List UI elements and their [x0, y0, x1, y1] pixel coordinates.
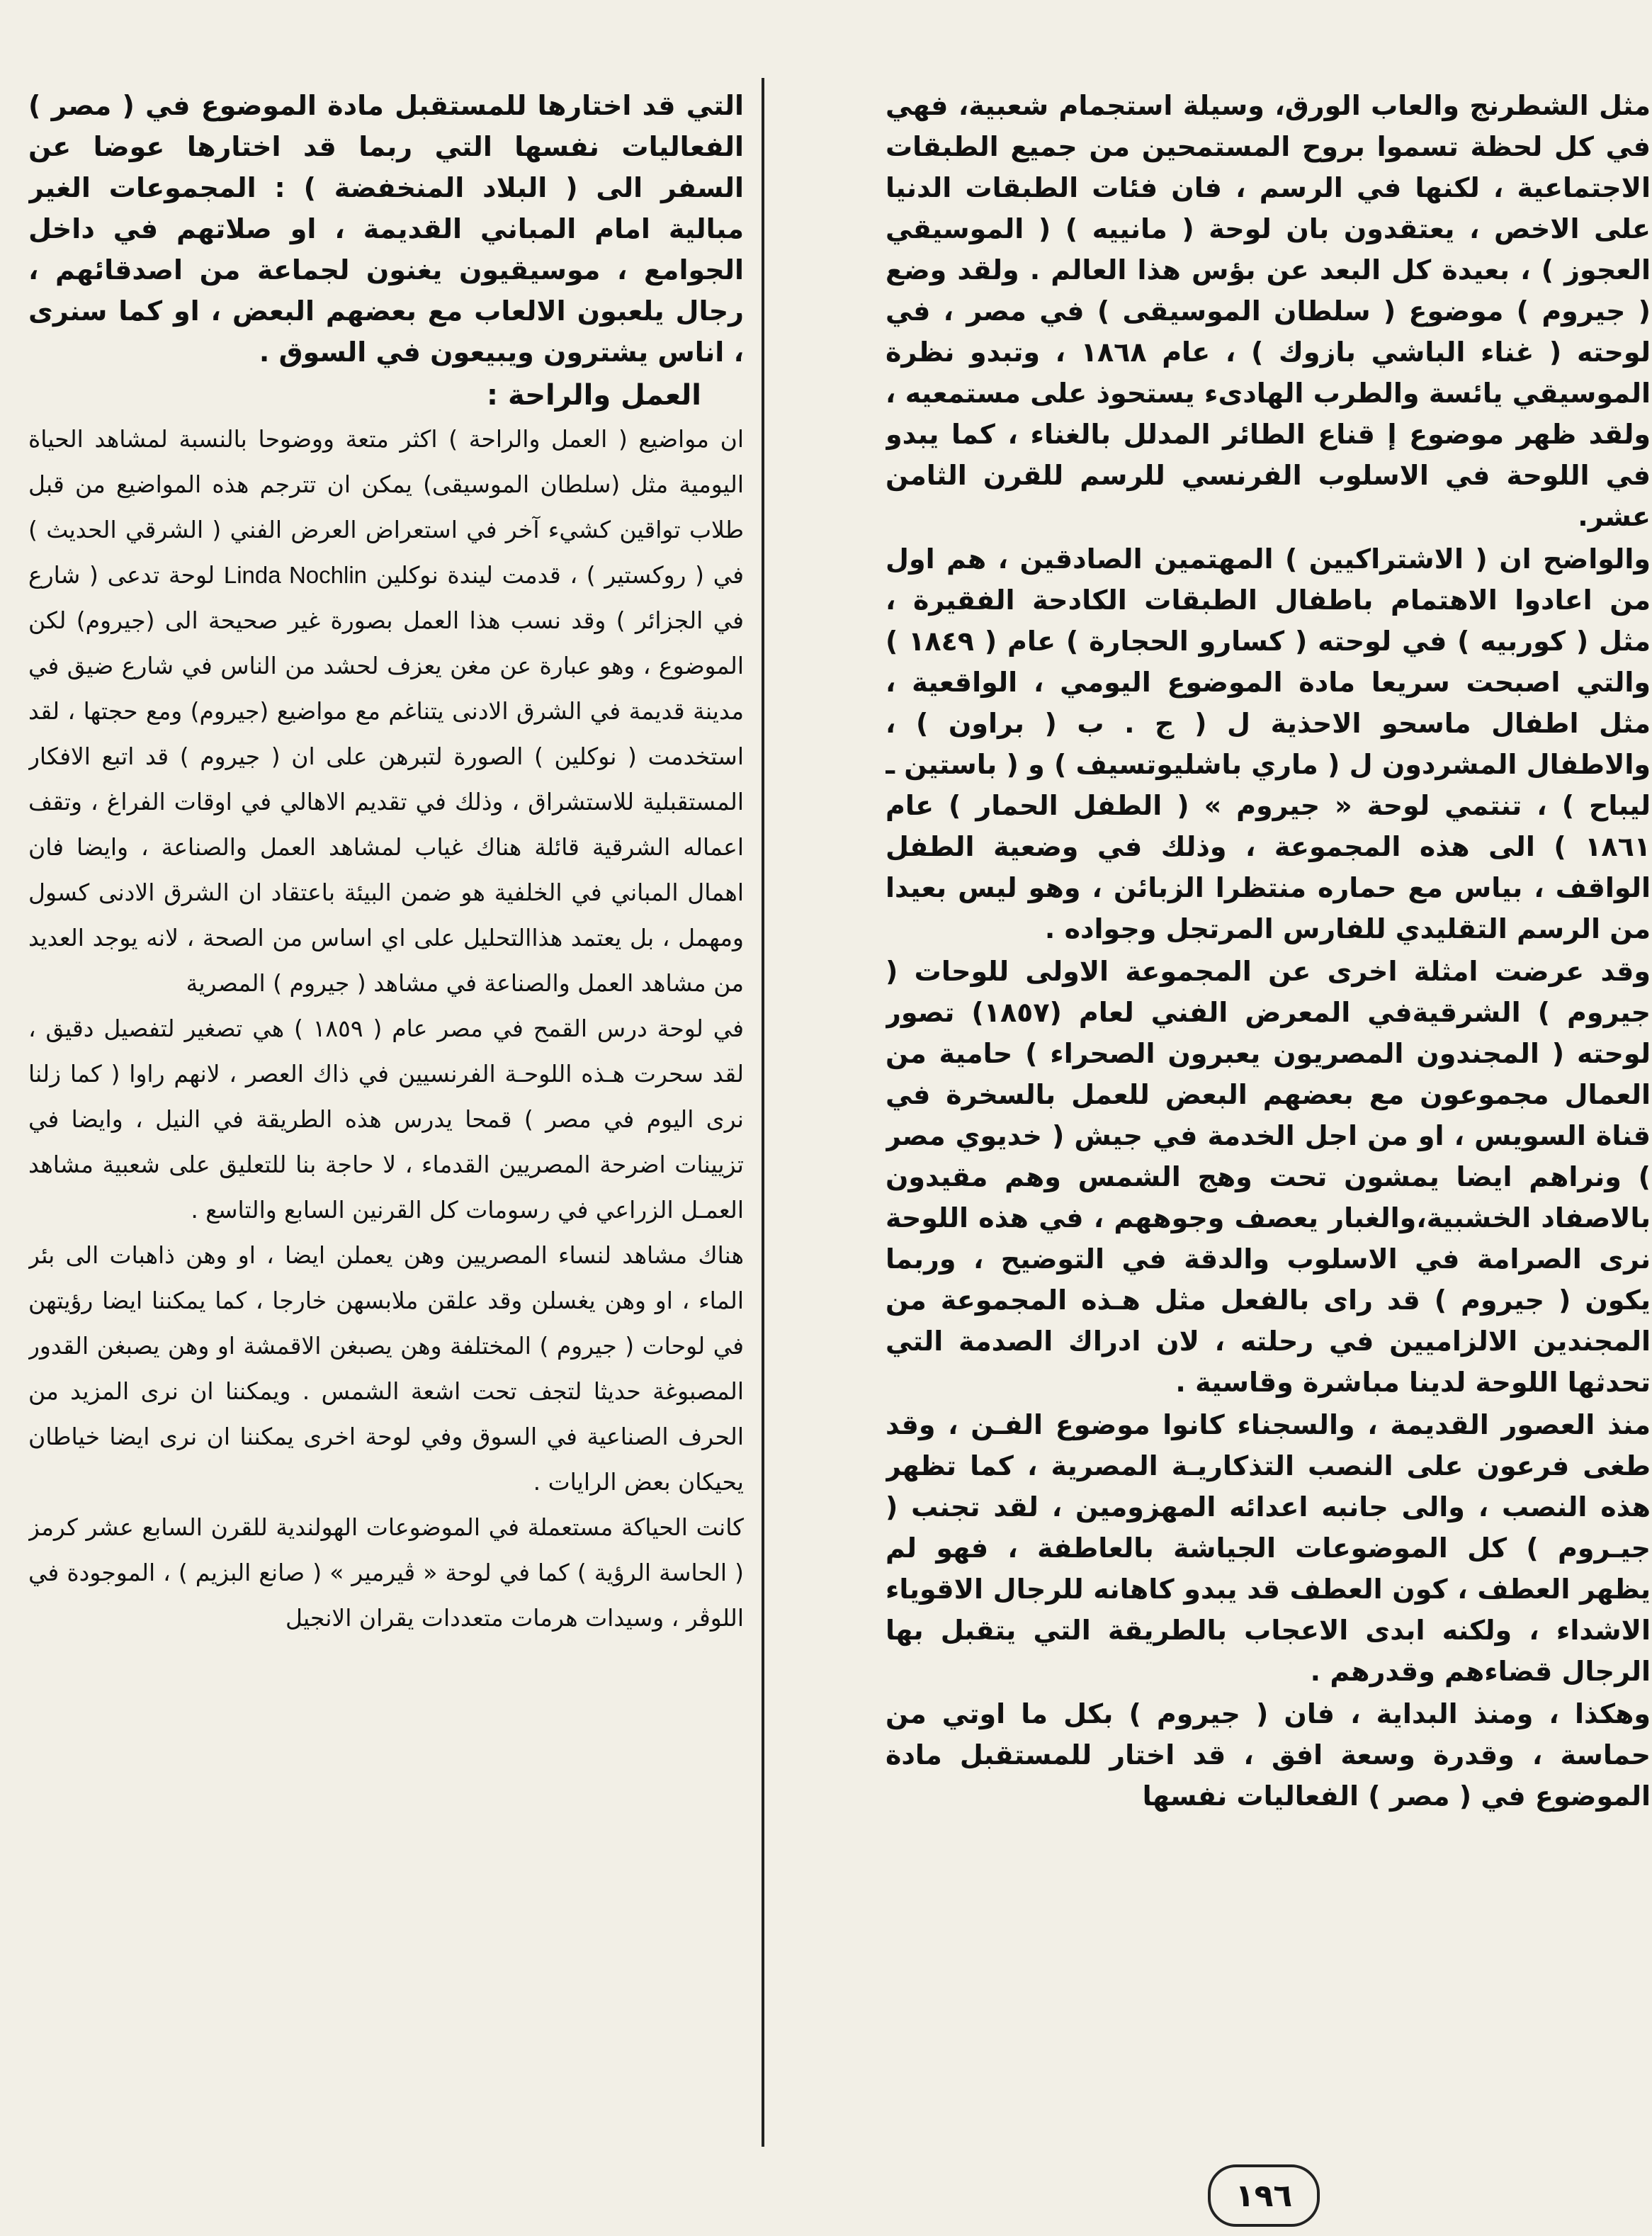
right-paragraph-5: وهكذا ، ومنذ البداية ، فان ( جيروم ) بكل ما اوتي من حماسة ، وقدرة وسعة افق ، قد اختار للمستقبل مادة الموضوع في ( مصر ) الفعاليات نفسها: [886, 1698, 1651, 1812]
latin-author-name: Linda Nochlin: [223, 562, 368, 588]
right-paragraph-4: منذ العصور القديمة ، والسجناء كانوا موضوع الفـن ، وقد طغى فرعون على النصب التذكاريـة المصرية ، كما تظهر هذه النصب ، والى جانبه اعدائه المهزومين ، لقد تجنب ( جيـروم ) كل الموضوعات الجياشة بالعاطفة ، فهو لم يظهر العطف ، كون العطف قد يبدو كاهانه للرجال الاقوياء الاشداء ، ولكنه ابدى الاعجاب بالطريقة التي يتقبل بها الرجال قضاءهم وقدرهم .: [886, 1409, 1651, 1687]
page-number: ١٩٦: [1208, 2164, 1320, 2227]
right-column: [886, 85, 1651, 2111]
left-paragraph-2: في لوحة درس القمح في مصر عام ( ١٨٥٩ ) هي تصغير لتفصيل دقيق ، لقد سحرت هـذه اللوحـة الفرنسيين في ذاك العصر ، لانهم راوا ( كما زلنا نرى اليوم في مصر ) قمحا يدرس هذه الطريقة في النيل ، وايضا في تزيينات اضرحة المصريين القدماء ، لا حاجة بنا للتعليق على شعبية مشاهد العمـل الزراعي في رسومات كل القرنين السابع والتاسع .: [28, 1015, 744, 1224]
left-paragraph-3: هناك مشاهد لنساء المصريين وهن يعملن ايضا ، او وهن ذاهبات الى بئر الماء ، او وهن يغسلن وقد علقن ملابسهن خارجا ، كما يمكننا ايضا رؤيتهن في لوحات ( جيروم ) المختلفة وهن يصبغن الاقمشة او وهن يصبغن القدور المصبوغة حديثا لتجف تحت اشعة الشمس . ويمكننا ان نرى المزيد من الحرف الصناعية في السوق وفي لوحة اخرى يمكننا ان نرى ايضا خياطان يحيكان بعض الرايات .: [28, 1241, 744, 1496]
right-paragraph-2: والواضح ان ( الاشتراكيين ) المهتمين الصادقين ، هم اول من اعادوا الاهتمام باطفال الطبقات الكادحة الفقيرة ، مثل ( كوربيه ) في لوحته ( كسارو الحجارة ) عام ( ١٨٤٩ ) والتي اصبحت سريعا مادة الموضوع اليومي ، الواقعية ، مثل اطفال ماسحو الاحذية ل ( ج . ب ( براون ) ، والاطفال المشردون ل ( ماري باشليوتسيف ) و ( باستين ـ ليباح ) ، تنتمي لوحة « جيروم » ( الطفل الحمار ) عام ١٨٦١ ) الى هذه المجموعة ، وذلك في وضعية الطفل الواقف ، بياس مع حماره منتظرا الزبائن ، وهو ليس بعيدا من الرسم التقليدي للفارس المرتجل وجواده .: [886, 543, 1651, 944]
right-paragraph-1: مثل الشطرنج والعاب الورق، وسيلة استجمام شعبية، فهي في كل لحظة تسموا بروح المستمحين من جميع الطبقات الاجتماعية ، لكنها في الرسم ، فان فئات الطبقات الدنيا على الاخص ، يعتقدون بان لوحة ( مانييه ) ( الموسيقي العجوز ) ، بعيدة كل البعد عن بؤس هذا العالم . ولقد وضع ( جيروم ) موضوع ( سلطان الموسيقى ) في مصر ، في لوحته ( غناء الباشي بازوك ) ، عام ١٨٦٨ ، وتبدو نظرة الموسيقي يائسة والطرب الهادىء يستحوذ على مستمعيه ، ولقد ظهر موضوع إ قناع الطائر المدلل بالغناء ، كما يبدو في اللوحة في الاسلوب الفرنسي للرسم للقرن الثامن عشر.: [886, 90, 1651, 532]
left-paragraph-1-part-2: لوحة تدعى ( شارع في الجزائر ) وقد نسب هذا العمل بصورة غير صحيحة الى (جيروم) لكن الموضوع ، وهو عبارة عن مغن يعزف لحشد من الناس في شارع ضيق في مدينة قديمة في الشرق الادنى يتناغم مع مواضيع (جيروم) ومع حجتها ، لقد استخدمت ( نوكلين ) الصورة لتبرهن على ان ( جيروم ) قد اتبع الافكار المستقبلية للاستشراق ، وذلك في تقديم الاهالي في اوقات الفراغ ، وتقف اعماله الشرقية قائلة هناك غياب لمشاهد العمل والصناعة ، وايضا فان اهمال المباني في الخلفية هو ضمن البيئة باعتقاد ان الشرق الادنى كسول ومهمل ، بل يعتمد هذاالتحليل على اي اساس من الصحة ، لانه يوجد العديد من مشاهد العمل والصناعة في مشاهد ( جيروم ) المصرية: [28, 561, 744, 997]
right-paragraph-3: وقد عرضت امثلة اخرى عن المجموعة الاولى للوحات ( جيروم ) الشرقيةفي المعرض الفني لعام (١٨٥٧) تصور لوحته ( المجندون المصريون يعبرون الصحراء ) حامية من العمال مجموعون مع بعضهم البعض للعمل بالسخرة في قناة السويس ، او من اجل الخدمة في جيش ( خديوي مصر ) ونراهم ايضا يمشون تحت وهج الشمس وهم مقيدون بالاصفاد الخشبية،والغبار يعصف وجوههم ، في هذه اللوحة نرى الصرامة في الاسلوب والدقة في التوضيح ، وربما يكون ( جيروم ) قد راى بالفعل مثل هـذه المجموعة من المجندين الالزاميين في رحلته ، لان ادراك الصدمة التي تحدثها اللوحة لدينا مباشرة وقاسية .: [886, 956, 1651, 1398]
left-paragraph-1-part-1: ان مواضيع ( العمل والراحة ) اكثر متعة ووضوحا بالنسبة لمشاهد الحياة اليومية مثل (سلطان الموسيقى) يمكن ان تترجم هذه المواضيع من قبل طلاب تواقين كشيء آخر في استعراض العرض الفني ( الشرقي الحديث ) في ( روكستير ) ، قدمت ليندة نوكلين: [28, 425, 744, 589]
left-column: [28, 85, 744, 2111]
left-intro-paragraph: التي قد اختارها للمستقبل مادة الموضوع في ( مصر ) الفعاليات نفسها التي ربما قد اختارها عوضا عن السفر الى ( البلاد المنخفضة ) : المجموعات الغير مبالية امام المباني القديمة ، او صلاتهم في داخل الجوامع ، موسيقيون يغنون لجماعة من اصدقائهم ، رجال يلعبون الالعاب مع بعضهم البعض ، او كما سنرى ، اناس يشترون ويبيعون في السوق .: [28, 90, 744, 368]
section-heading: العمل والراحة :: [487, 379, 701, 412]
left-paragraph-1: [28, 417, 744, 1006]
column-divider: [762, 78, 764, 2147]
left-paragraph-4: كانت الحياكة مستعملة في الموضوعات الهولندية للقرن السابع عشر كرمز ( الحاسة الرؤية ) كما في لوحة « ڤيرمير » ( صانع البزيم ) ، الموجودة في اللوڤر ، وسيدات هرمات متعددات يقران الانجيل: [28, 1513, 744, 1632]
